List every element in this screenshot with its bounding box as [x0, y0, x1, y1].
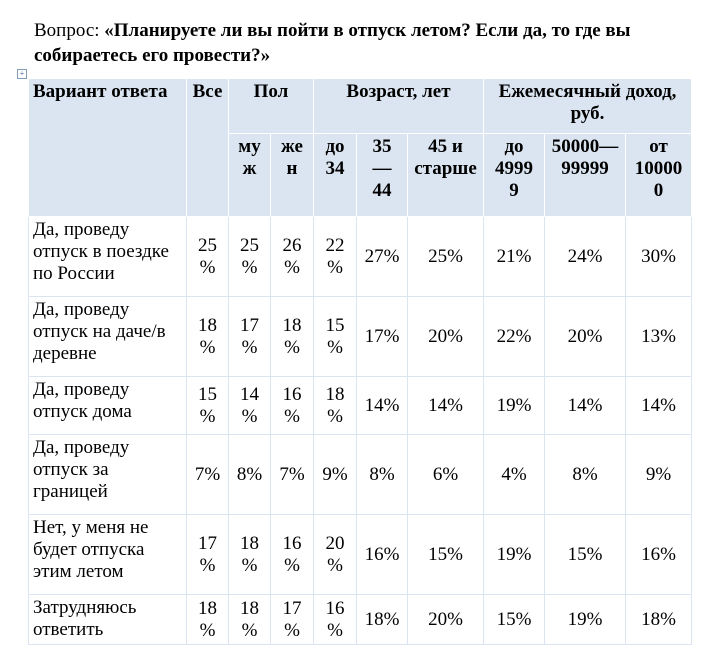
- cell-value: 17 %: [229, 297, 271, 377]
- cell-value: 20 %: [314, 515, 357, 595]
- cell-value: 14 %: [229, 377, 271, 435]
- survey-table: [28, 78, 692, 645]
- cell-value: 7%: [271, 435, 314, 515]
- cell-value: 15%: [484, 595, 545, 645]
- subheader-male: му ж: [229, 134, 271, 217]
- row-label: Да, проведу отпуск дома: [29, 377, 187, 435]
- cell-value: 4%: [484, 435, 545, 515]
- cell-value: 8%: [545, 435, 626, 515]
- cell-value: 20%: [408, 595, 484, 645]
- cell-value: 25 %: [187, 217, 229, 297]
- cell-value: 15%: [545, 515, 626, 595]
- question-text: [34, 18, 714, 68]
- header-age: Возраст, лет: [314, 79, 484, 134]
- cell-value: 18 %: [271, 297, 314, 377]
- cell-value: 18 %: [187, 595, 229, 645]
- cell-value: 16 %: [314, 595, 357, 645]
- cell-value: 16 %: [271, 377, 314, 435]
- cell-value: 14%: [357, 377, 408, 435]
- cell-value: 9%: [314, 435, 357, 515]
- cell-value: 25 %: [229, 217, 271, 297]
- cell-value: 22 %: [314, 217, 357, 297]
- cell-value: 15 %: [187, 377, 229, 435]
- cell-value: 17 %: [271, 595, 314, 645]
- question-body: «Планируете ли вы пойти в отпуск летом? Если да, то где вы собираетесь его провести?»: [34, 20, 631, 66]
- header-all: Все: [187, 79, 229, 217]
- cell-value: 14%: [408, 377, 484, 435]
- table-row: [29, 377, 692, 435]
- table-row: [29, 515, 692, 595]
- subheader-age-under-34: до 34: [314, 134, 357, 217]
- cell-value: 16%: [357, 515, 408, 595]
- cell-value: 18%: [626, 595, 692, 645]
- row-label: Нет, у меня не будет отпуска этим летом: [29, 515, 187, 595]
- row-label: Да, проведу отпуск в поездке по России: [29, 217, 187, 297]
- cell-value: 16 %: [271, 515, 314, 595]
- row-label: Да, проведу отпуск за границей: [29, 435, 187, 515]
- cell-value: 17%: [357, 297, 408, 377]
- cell-value: 27%: [357, 217, 408, 297]
- cell-value: 22%: [484, 297, 545, 377]
- cell-value: 18 %: [314, 377, 357, 435]
- cell-value: 17 %: [187, 515, 229, 595]
- cell-value: 18 %: [229, 515, 271, 595]
- cell-value: 19%: [484, 377, 545, 435]
- cell-value: 16%: [626, 515, 692, 595]
- cell-value: 15 %: [314, 297, 357, 377]
- header-income: Ежемесячный доход, руб.: [484, 79, 692, 134]
- cell-value: 14%: [545, 377, 626, 435]
- cell-value: 20%: [545, 297, 626, 377]
- cell-value: 15%: [408, 515, 484, 595]
- header-variant: Вариант ответа: [29, 79, 187, 217]
- cell-value: 19%: [484, 515, 545, 595]
- cell-value: 14%: [626, 377, 692, 435]
- cell-value: 26 %: [271, 217, 314, 297]
- cell-value: 13%: [626, 297, 692, 377]
- question-prefix: Вопрос:: [34, 20, 100, 41]
- cell-value: 7%: [187, 435, 229, 515]
- header-gender: Пол: [229, 79, 314, 134]
- cell-value: 19%: [545, 595, 626, 645]
- cell-value: 30%: [626, 217, 692, 297]
- cell-value: 9%: [626, 435, 692, 515]
- table-row: [29, 435, 692, 515]
- cell-value: 25%: [408, 217, 484, 297]
- cell-value: 18 %: [229, 595, 271, 645]
- cell-value: 8%: [357, 435, 408, 515]
- cell-value: 6%: [408, 435, 484, 515]
- table-move-handle-icon[interactable]: +: [17, 69, 27, 79]
- table-row: [29, 595, 692, 645]
- row-label: Затрудняюсь ответить: [29, 595, 187, 645]
- subheader-income-mid: 50000— 99999: [545, 134, 626, 217]
- cell-value: 8%: [229, 435, 271, 515]
- cell-value: 21%: [484, 217, 545, 297]
- row-label: Да, проведу отпуск на даче/в деревне: [29, 297, 187, 377]
- subheader-income-high: от 10000 0: [626, 134, 692, 217]
- subheader-age-45-plus: 45 и старше: [408, 134, 484, 217]
- cell-value: 24%: [545, 217, 626, 297]
- subheader-income-low: до 4999 9: [484, 134, 545, 217]
- table-row: [29, 217, 692, 297]
- table-row: [29, 297, 692, 377]
- subheader-female: же н: [271, 134, 314, 217]
- subheader-age-35-44: 35 — 44: [357, 134, 408, 217]
- cell-value: 20%: [408, 297, 484, 377]
- cell-value: 18 %: [187, 297, 229, 377]
- cell-value: 18%: [357, 595, 408, 645]
